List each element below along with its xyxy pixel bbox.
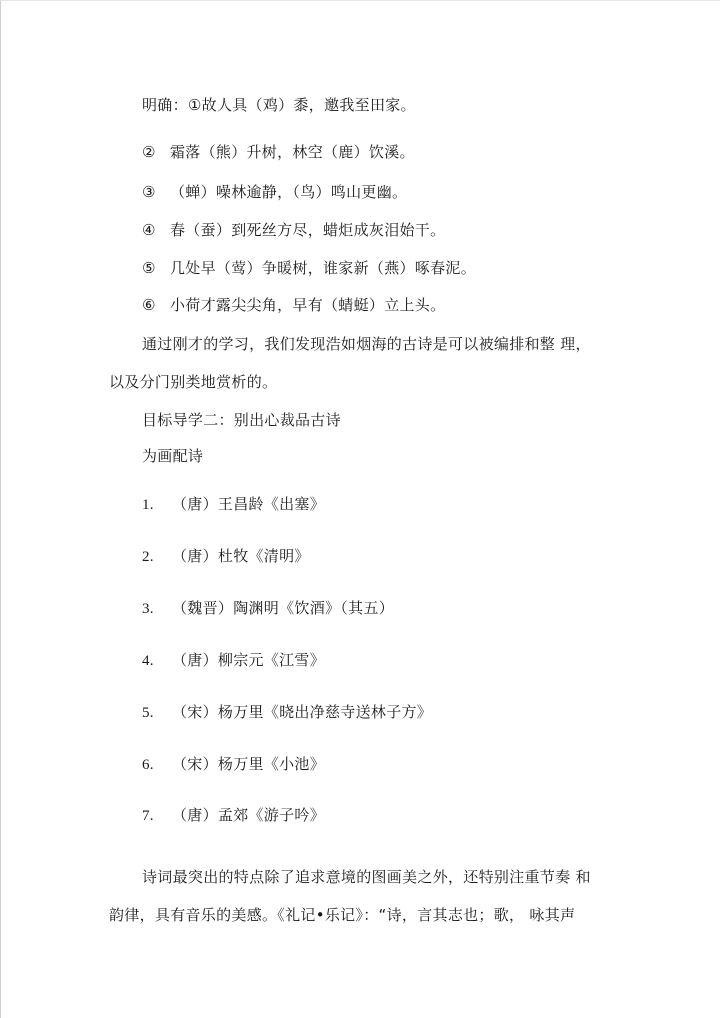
answer-marker: ③: [142, 183, 156, 201]
poem-number: 6.: [142, 757, 154, 773]
poem-item: [142, 754, 325, 775]
answer-marker: ⑤: [142, 259, 156, 277]
poem-item: [142, 546, 310, 567]
section-heading: 目标导学二：别出心裁品古诗: [142, 411, 341, 429]
answer-text: 小荷才露尖尖角，早有（蜻蜓）立上头。: [170, 296, 446, 314]
answer-item: [142, 182, 407, 202]
answer-text: （蝉）噪林逾静，（鸟）鸣山更幽。: [170, 183, 408, 201]
closing-line: 诗词最突出的特点除了追求意境的图画美之外，还特别注重节奏 和: [142, 868, 591, 886]
poem-item: [142, 494, 325, 515]
poem-number: 1.: [142, 497, 154, 513]
poem-title: （唐）孟郊《游子吟》: [172, 806, 326, 824]
answer-marker: ②: [142, 143, 156, 161]
answer-marker: ④: [142, 221, 156, 239]
poem-title: （唐）王昌龄《出塞》: [172, 495, 326, 513]
poem-item: [142, 650, 325, 671]
answer-text: 霜落（熊）升树，林空（鹿）饮溪。: [170, 143, 415, 161]
poem-title: （魏晋）陶渊明《饮酒》（其五）: [172, 599, 395, 617]
poem-item: [142, 805, 325, 826]
section-subheading: 为画配诗: [142, 447, 204, 465]
answer-item: [142, 220, 445, 240]
poem-number: 4.: [142, 653, 154, 669]
poem-number: 3.: [142, 601, 154, 617]
poem-title: （宋）杨万里《小池》: [172, 755, 326, 773]
answer-item: [142, 258, 476, 278]
answer-marker: ⑥: [142, 296, 156, 314]
answer-text: 几处早（莺）争暖树，谁家新（燕）啄春泥。: [170, 259, 477, 277]
poem-item: [142, 598, 394, 619]
poem-title: （宋）杨万里《晓出净慈寺送林子方》: [172, 703, 433, 721]
summary-line: 通过刚才的学习，我们发现浩如烟海的古诗是可以被编排和整 理，: [142, 335, 591, 353]
closing-line: 韵律，具有音乐的美感。《礼记•乐记》：“诗，言其志也；歌， 咏其声: [109, 906, 576, 924]
poem-item: [142, 702, 432, 723]
poem-number: 7.: [142, 808, 154, 824]
poem-title: （唐）柳宗元《江雪》: [172, 651, 326, 669]
poem-title: （唐）杜牧《清明》: [172, 547, 310, 565]
answer-item: [142, 295, 445, 315]
answer-text: 春（蚕）到死丝方尽，蜡炬成灰泪始干。: [170, 221, 446, 239]
poem-number: 2.: [142, 549, 154, 565]
answer-intro: 明确：①故人具（鸡）黍，邀我至田家。: [142, 96, 416, 114]
poem-number: 5.: [142, 705, 154, 721]
summary-line: 以及分门别类地赏析的。: [109, 373, 278, 391]
answer-item: [142, 142, 415, 162]
